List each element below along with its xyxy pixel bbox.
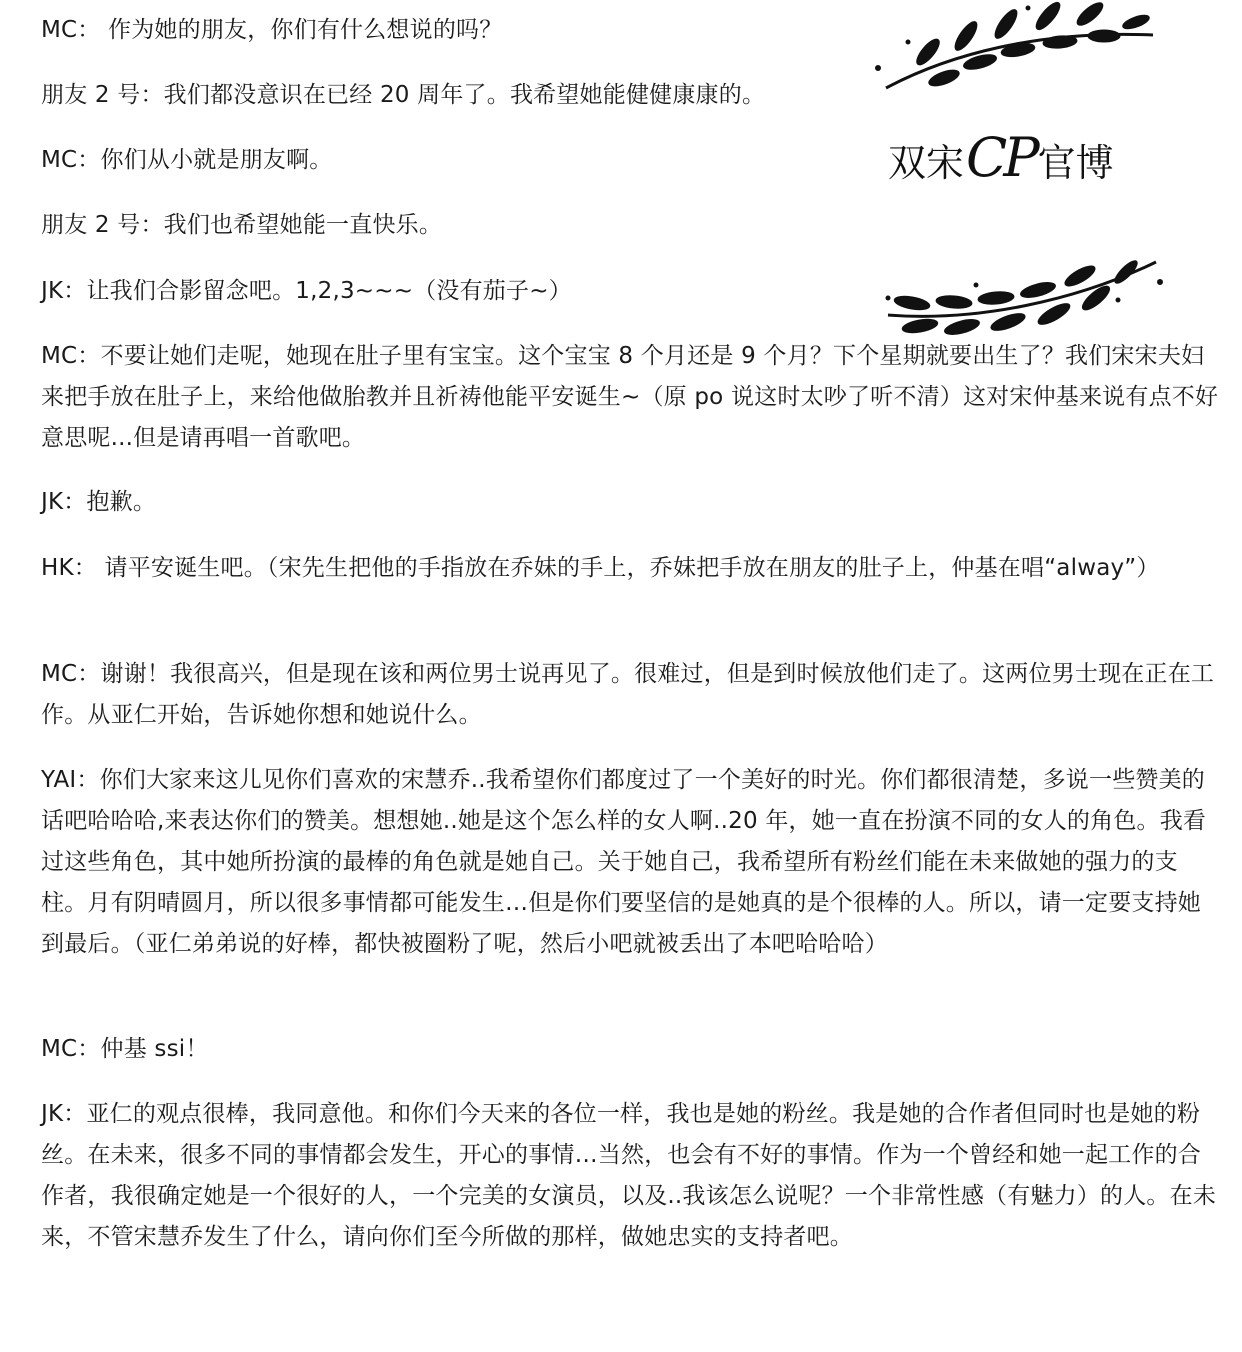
paragraph-2: 朋友 2 号：我们都没意识在已经 20 周年了。我希望她能健健康康的。 <box>41 82 766 108</box>
paragraph-5: JK：让我们合影留念吧。1,2,3~~~（没有茄子~） <box>41 278 572 304</box>
paragraph-3: MC：你们从小就是朋友啊。 <box>41 147 333 173</box>
logo-wordmark <box>888 128 1114 193</box>
logo-text-before: 双宋 <box>888 141 965 185</box>
paragraph-7: JK：抱歉。 <box>41 489 157 515</box>
paragraph-11: MC：仲基 ssi！ <box>41 1036 209 1062</box>
upper-laurel-branch-icon <box>875 0 1153 89</box>
paragraph-4: 朋友 2 号：我们也希望她能一直快乐。 <box>41 212 443 238</box>
lower-laurel-branch-icon <box>886 258 1164 338</box>
logo-text-cp: CP <box>966 126 1036 189</box>
paragraph-9: MC：谢谢！我很高兴，但是现在该和两位男士说再见了。很难过，但是到时候放他们走了。这两位男士现在正在工作。从亚仁开始，告诉她你想和她说什么。 <box>41 661 1215 728</box>
paragraph-10: YAI：你们大家来这儿见你们喜欢的宋慧乔..我希望你们都度过了一个美好的时光。你们都很清楚，多说一些赞美的话吧哈哈哈,来表达你们的赞美。想想她..她是这个怎么样的女人啊..20 年，她一直在扮演不同的女人的角色。我看过这些角色，其中她所扮演的最棒的角色就是她自己。关于她自己，我希望所有粉丝们能在未来做她的强力的支柱。月有阴晴圆月，所以很多事情都可能发生…但是你们要坚信的是她真的是个很棒的人。所以，请一定要支持她到最后。（亚仁弟弟说的好棒，都快被圈粉了呢，然后小吧就被丢出了本吧哈哈哈） <box>41 767 1207 957</box>
paragraph-1: MC： 作为她的朋友，你们有什么想说的吗？ <box>41 17 503 43</box>
paragraph-6: MC：不要让她们走呢，她现在肚子里有宝宝。这个宝宝 8 个月还是 9 个月？下个星期就要出生了？我们宋宋夫妇来把手放在肚子上，来给他做胎教并且祈祷他能平安诞生~（原 po 说这时太吵了听不清）这对宋仲基来说有点不好意思呢...但是请再唱一首歌吧。 <box>41 343 1219 451</box>
paragraph-8: HK： 请平安诞生吧。（宋先生把他的手指放在乔妹的手上，乔妹把手放在朋友的肚子上，仲基在唱“alway”） <box>41 555 1160 581</box>
logo-text-after: 官博 <box>1037 141 1114 185</box>
paragraph-12: JK：亚仁的观点很棒，我同意他。和你们今天来的各位一样，我也是她的粉丝。我是她的合作者但同时也是她的粉丝。在未来，很多不同的事情都会发生，开心的事情…当然，也会有不好的事情。作为一个曾经和她一起工作的合作者，我很确定她是一个很好的人，一个完美的女演员，以及..我该怎么说呢？一个非常性感（有魅力）的人。在未来，不管宋慧乔发生了什么，请向你们至今所做的那样，做她忠实的支持者吧。 <box>41 1101 1217 1250</box>
